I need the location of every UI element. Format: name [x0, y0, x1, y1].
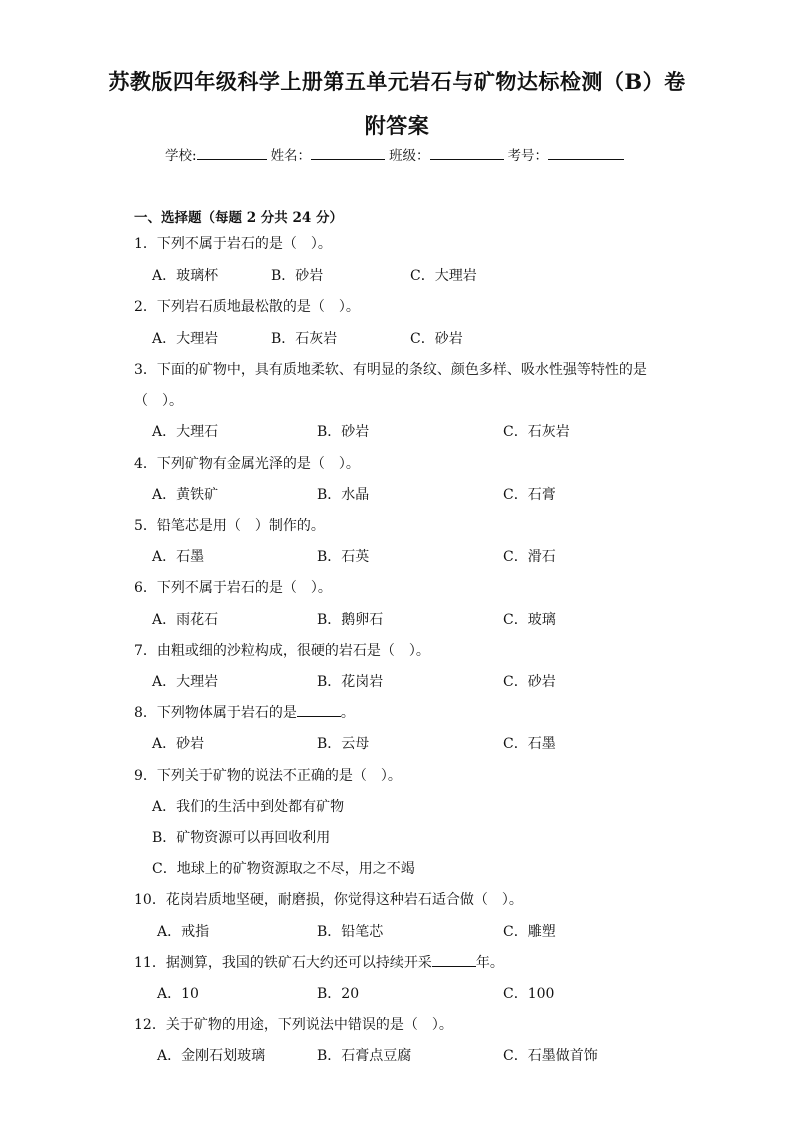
exam-no-label: 考号：	[507, 148, 549, 164]
student-info-row	[165, 144, 628, 164]
option-a[interactable]: A．大理石	[152, 424, 219, 440]
answer-blank[interactable]	[297, 702, 341, 717]
question-7: 7．由粗或细的沙粒构成，很硬的岩石是（ ）。	[134, 643, 430, 659]
page-title: 苏教版四年级科学上册第五单元岩石与矿物达标检测（B）卷	[108, 69, 686, 94]
class-blank[interactable]	[430, 145, 504, 160]
option-a[interactable]: A．大理岩	[152, 331, 219, 347]
question-1: 1．下列不属于岩石的是（ ）。	[134, 236, 332, 252]
exam-no-blank[interactable]	[548, 145, 624, 160]
option-b[interactable]: B．砂岩	[317, 424, 370, 440]
option-c[interactable]: C．砂岩	[503, 674, 556, 690]
option-c[interactable]: C．石墨做首饰	[503, 1048, 598, 1064]
question-11-end: 年。	[475, 955, 504, 971]
option-b[interactable]: B．鹅卵石	[317, 612, 384, 628]
option-a[interactable]: A．玻璃杯	[152, 268, 219, 284]
page-title-line2: 附答案	[364, 113, 430, 138]
option-c[interactable]: C．地球上的矿物资源取之不尽，用之不竭	[152, 861, 415, 877]
option-a[interactable]: A．雨花石	[152, 612, 219, 628]
option-b[interactable]: B．矿物资源可以再回收利用	[152, 830, 331, 846]
option-c[interactable]: C．大理岩	[410, 268, 477, 284]
option-c[interactable]: C．石墨	[503, 736, 556, 752]
question-11-text: 11．据测算，我国的铁矿石大约还可以持续开采	[134, 955, 432, 971]
option-b[interactable]: B．石膏点豆腐	[317, 1048, 412, 1064]
question-10: 10．花岗岩质地坚硬，耐磨损，你觉得这种岩石适合做（ ）。	[134, 892, 523, 908]
option-b[interactable]: B．花岗岩	[317, 674, 384, 690]
question-8	[134, 702, 355, 722]
option-b[interactable]: B．砂岩	[271, 268, 324, 284]
option-c[interactable]: C．石灰岩	[503, 424, 570, 440]
option-b[interactable]: B．云母	[317, 736, 370, 752]
question-8-end: 。	[340, 705, 355, 721]
option-c[interactable]: C．雕塑	[503, 924, 556, 940]
option-a[interactable]: A．戒指	[157, 924, 210, 940]
option-a[interactable]: A．黄铁矿	[152, 487, 219, 503]
option-b[interactable]: B．水晶	[317, 487, 370, 503]
option-a[interactable]: A．大理岩	[152, 674, 219, 690]
option-a[interactable]: A．我们的生活中到处都有矿物	[152, 799, 345, 815]
answer-blank[interactable]	[432, 952, 476, 967]
school-label: 学校:	[165, 148, 197, 164]
class-label: 班级：	[389, 148, 430, 164]
question-9: 9．下列关于矿物的说法不正确的是（ ）。	[134, 768, 402, 784]
school-blank[interactable]	[197, 145, 267, 160]
question-3-cont: （ ）。	[134, 393, 183, 409]
question-6: 6．下列不属于岩石的是（ ）。	[134, 580, 332, 596]
option-b[interactable]: B．石灰岩	[271, 331, 338, 347]
option-c[interactable]: C．石膏	[503, 487, 556, 503]
name-blank[interactable]	[311, 145, 385, 160]
question-5: 5．铅笔芯是用（ ）制作的。	[134, 518, 325, 534]
option-b[interactable]: B．20	[317, 986, 360, 1002]
question-3: 3．下面的矿物中，具有质地柔软、有明显的条纹、颜色多样、吸水性强等特性的是	[134, 362, 647, 378]
option-b[interactable]: B．石英	[317, 549, 370, 565]
option-a[interactable]: A．金刚石划玻璃	[157, 1048, 266, 1064]
option-a[interactable]: A．石墨	[152, 549, 205, 565]
question-12: 12．关于矿物的用途，下列说法中错误的是（ ）。	[134, 1017, 453, 1033]
question-2: 2．下列岩石质地最松散的是（ ）。	[134, 299, 360, 315]
name-label: 姓名：	[270, 148, 312, 164]
question-8-text: 8．下列物体属于岩石的是	[134, 705, 297, 721]
option-c[interactable]: C．滑石	[503, 549, 556, 565]
section-heading: 一、选择题（每题 2 分共 24 分）	[134, 210, 343, 226]
question-4: 4．下列矿物有金属光泽的是（ ）。	[134, 456, 360, 472]
option-a[interactable]: A．砂岩	[152, 736, 205, 752]
question-11	[134, 952, 504, 972]
option-c[interactable]: C．玻璃	[503, 612, 556, 628]
option-c[interactable]: C．砂岩	[410, 331, 463, 347]
option-a[interactable]: A．10	[157, 986, 199, 1002]
option-b[interactable]: B．铅笔芯	[317, 924, 384, 940]
option-c[interactable]: C．100	[503, 986, 555, 1002]
